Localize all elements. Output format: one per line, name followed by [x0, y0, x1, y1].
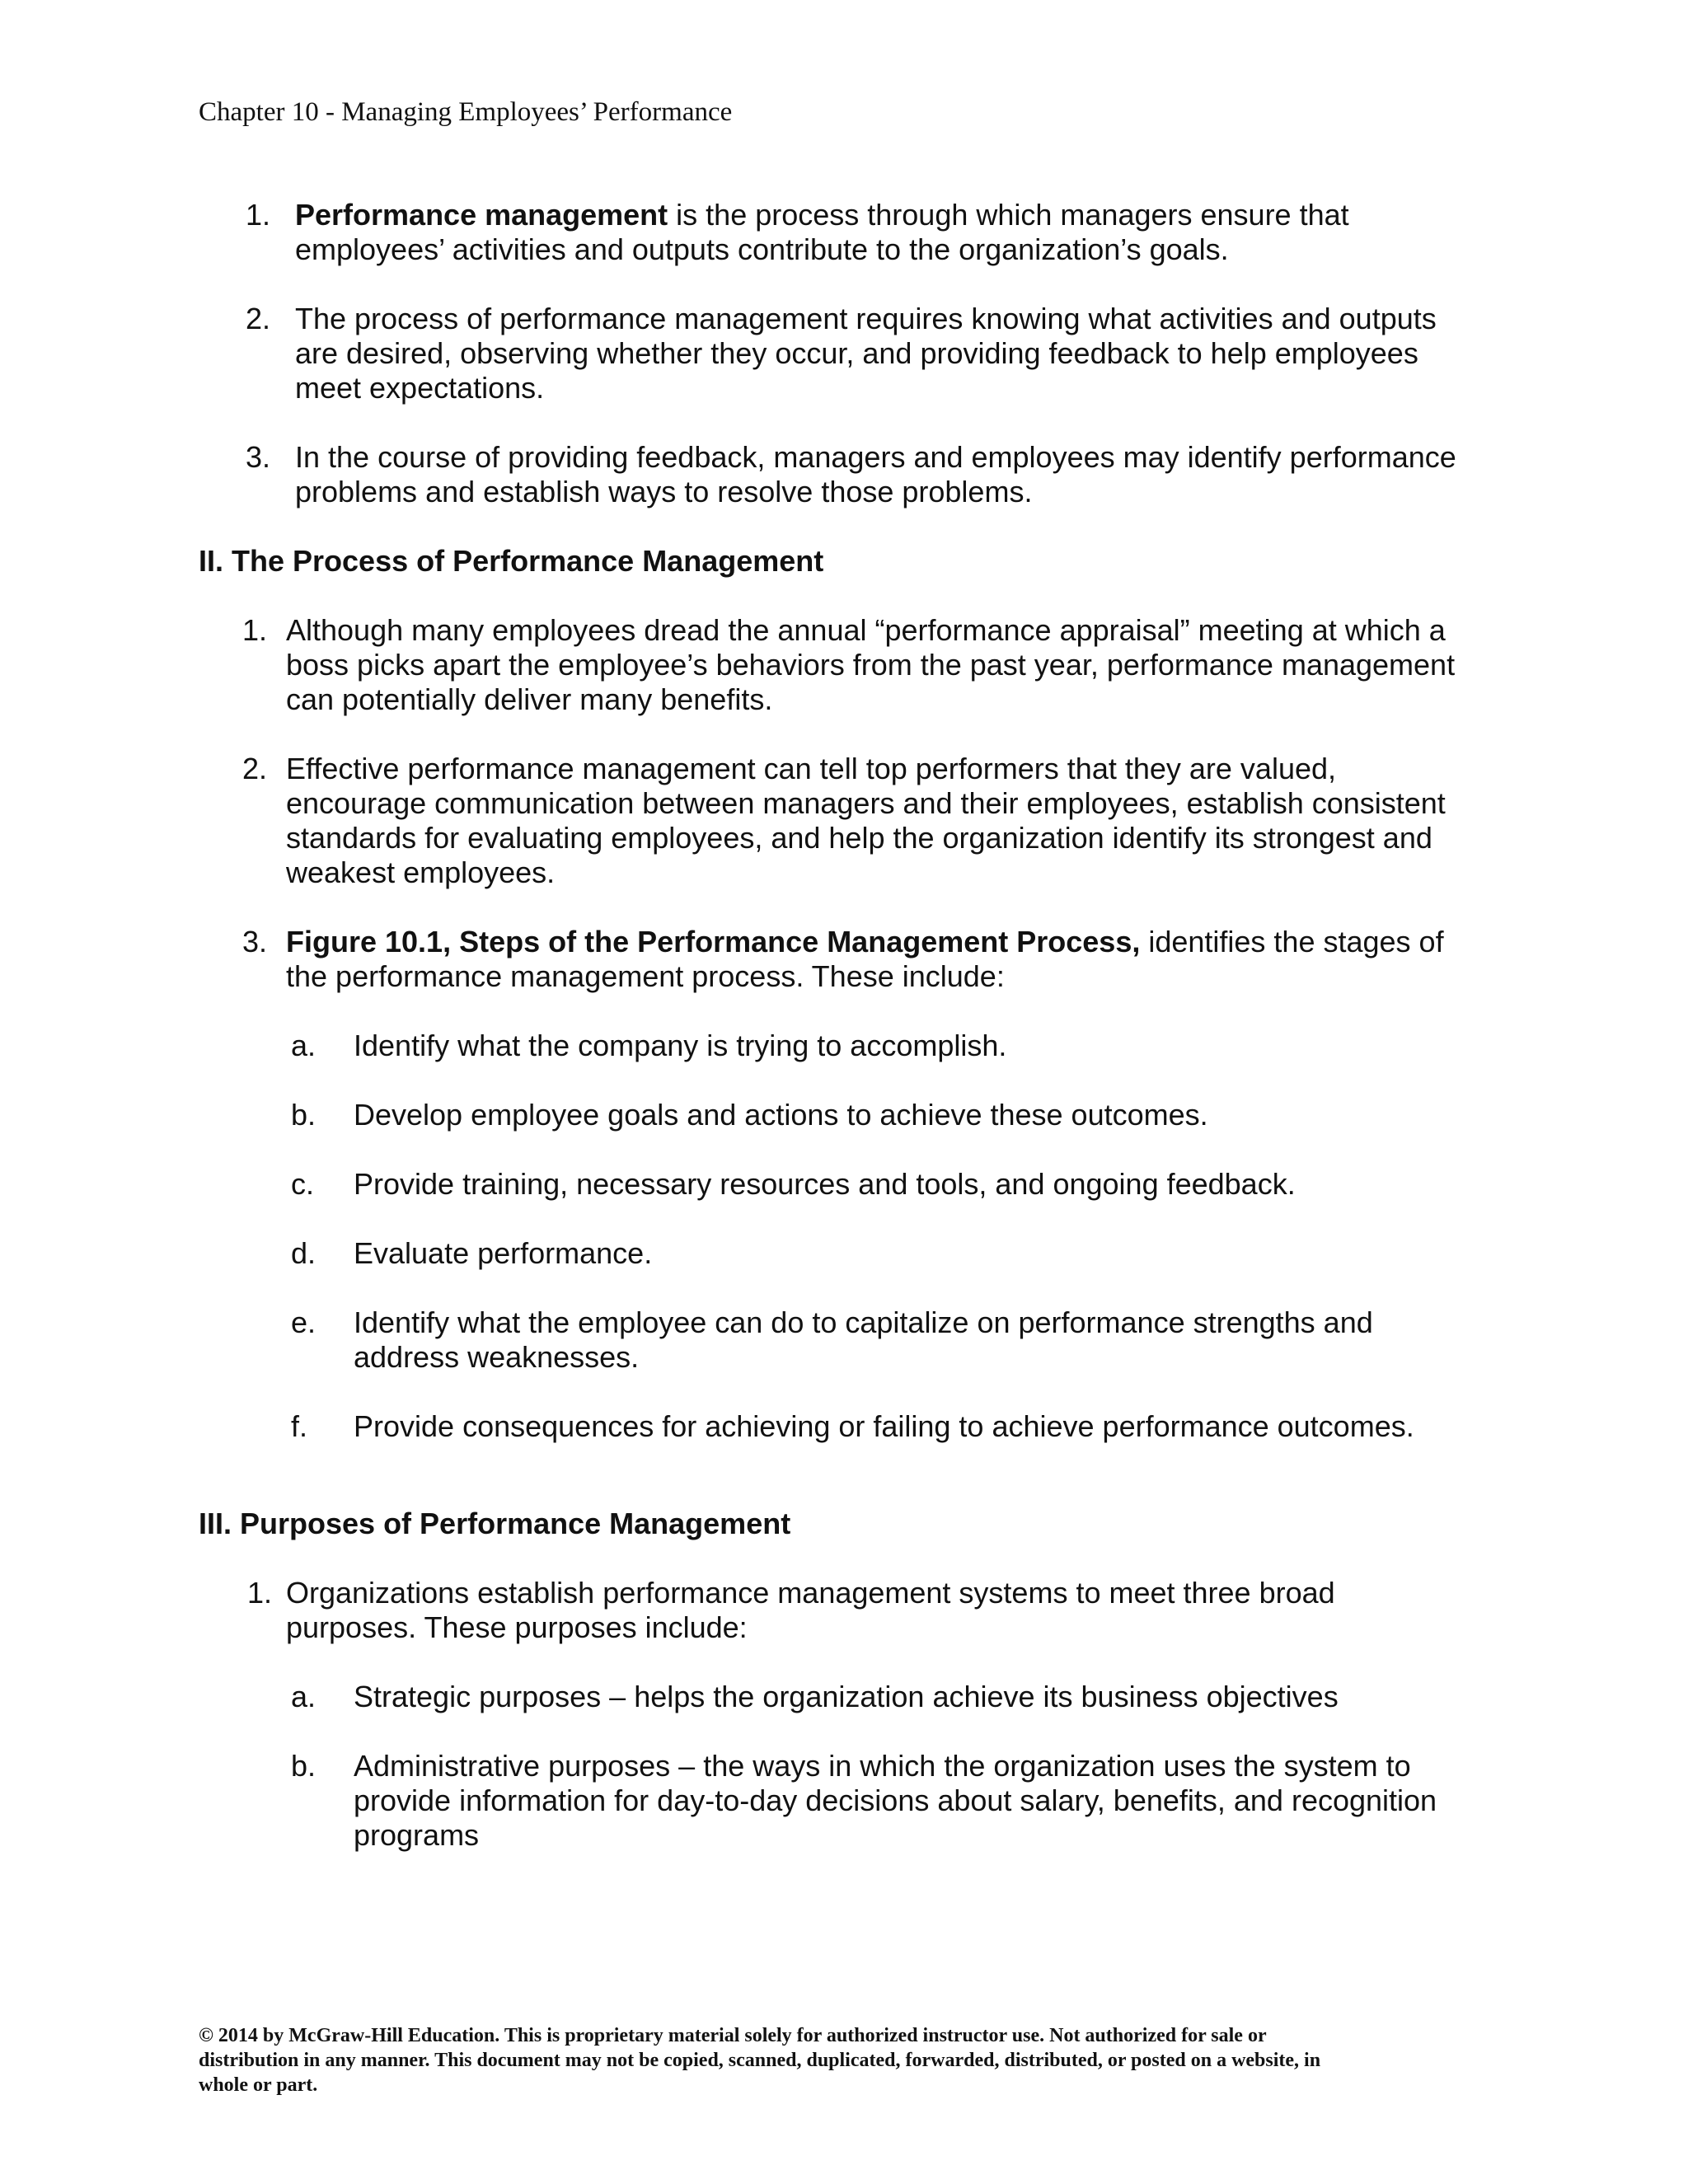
intro-item-3-line-2: problems and establish ways to resolve those problems. — [295, 475, 1033, 509]
section-2-item-2 — [286, 752, 1446, 890]
purpose-b: Administrative purposes – the ways in which the organization uses the system to provide information for day-to-day decisions about salary, benefits, and recognition programs — [354, 1749, 1437, 1852]
section-3-item-1 — [286, 1576, 1335, 1645]
section-3-heading: III. Purposes of Performance Management — [199, 1507, 791, 1540]
section-2-item-1 — [286, 613, 1455, 717]
intro-item-1 — [295, 198, 1349, 267]
intro-item-2 — [295, 302, 1437, 405]
section-2-item-2-line-1: Effective performance management can tell top performers that they are valued, — [286, 752, 1337, 785]
section-2-item-1-line-3: can potentially deliver many benefits. — [286, 682, 773, 716]
page-header: Chapter 10 - Managing Employees’ Performance — [199, 97, 733, 127]
intro-item-1-line-1: Performance management is the process through which managers ensure that — [295, 198, 1349, 232]
intro-item-3 — [295, 440, 1456, 509]
section-2-item-2-line-4: weakest employees. — [286, 855, 556, 889]
section-3-item-1-line-1: Organizations establish performance management systems to meet three broad — [286, 1576, 1335, 1610]
step-a-letter: a. — [291, 1029, 316, 1062]
step-a: Identify what the company is trying to accomplish. — [354, 1029, 1007, 1062]
section-2-item-3-number: 3. — [242, 925, 268, 958]
step-c: Provide training, necessary resources and tools, and ongoing feedback. — [354, 1167, 1296, 1201]
step-d-letter: d. — [291, 1236, 316, 1270]
step-c-letter: c. — [291, 1167, 315, 1201]
footer-line-1: © 2014 by McGraw-Hill Education. This is proprietary material solely for authorized instructor use. Not authorized for sale or — [199, 2025, 1267, 2046]
step-d: Evaluate performance. — [354, 1236, 653, 1270]
footer-line-2: distribution in any manner. This document may not be copied, scanned, duplicated, forwarded, distributed, or posted on a website, in — [199, 2050, 1321, 2071]
figure-reference: Figure 10.1, Steps of the Performance Management Process, — [286, 925, 1141, 958]
section-2-item-2-line-3: standards for evaluating employees, and help the organization identify its strongest and — [286, 821, 1432, 855]
intro-item-2-line-1: The process of performance management requires knowing what activities and outputs — [295, 302, 1437, 335]
footer-line-3: whole or part. — [199, 2074, 318, 2096]
purpose-b-letter: b. — [291, 1749, 316, 1783]
section-2-item-2-number: 2. — [242, 752, 268, 785]
section-2-item-3-line-1: Figure 10.1, Steps of the Performance Management Process, identifies the stages of — [286, 925, 1444, 958]
section-2-item-1-line-2: boss picks apart the employee’s behaviors from the past year, performance management — [286, 648, 1456, 682]
step-f: Provide consequences for achieving or failing to achieve performance outcomes. — [354, 1409, 1414, 1443]
step-e-letter: e. — [291, 1305, 316, 1339]
intro-item-2-line-2: are desired, observing whether they occur, and providing feedback to help employees — [295, 336, 1418, 370]
section-2-item-1-line-1: Although many employees dread the annual “performance appraisal” meeting at which a — [286, 613, 1446, 647]
step-b: Develop employee goals and actions to achieve these outcomes. — [354, 1098, 1208, 1132]
section-2-item-3-line-2: the performance management process. These include: — [286, 959, 1005, 993]
section-2-item-1-number: 1. — [242, 613, 268, 647]
step-f-letter: f. — [291, 1409, 308, 1443]
section-2-item-2-line-2: encourage communication between managers and their employees, establish consistent — [286, 786, 1446, 820]
purpose-a: Strategic purposes – helps the organization achieve its business objectives — [354, 1680, 1339, 1713]
section-3-item-1-line-2: purposes. These purposes include: — [286, 1610, 748, 1644]
intro-item-3-line-1: In the course of providing feedback, managers and employees may identify performance — [295, 440, 1456, 474]
intro-item-2-number: 2. — [246, 302, 271, 335]
section-2-item-3 — [286, 925, 1444, 994]
intro-item-2-line-3: meet expectations. — [295, 371, 545, 405]
intro-item-1-term: Performance management — [295, 198, 668, 232]
intro-item-1-line-2: employees’ activities and outputs contribute to the organization’s goals. — [295, 232, 1229, 266]
step-b-letter: b. — [291, 1098, 316, 1132]
section-2-heading: II. The Process of Performance Management — [199, 544, 824, 578]
section-3-item-1-number: 1. — [247, 1576, 273, 1610]
intro-item-3-number: 3. — [246, 440, 271, 474]
copyright-footer — [199, 2023, 1320, 2097]
purpose-a-letter: a. — [291, 1680, 316, 1713]
intro-item-1-number: 1. — [246, 198, 271, 232]
step-e: Identify what the employee can do to capitalize on performance strengths and address weaknesses. — [354, 1305, 1373, 1374]
